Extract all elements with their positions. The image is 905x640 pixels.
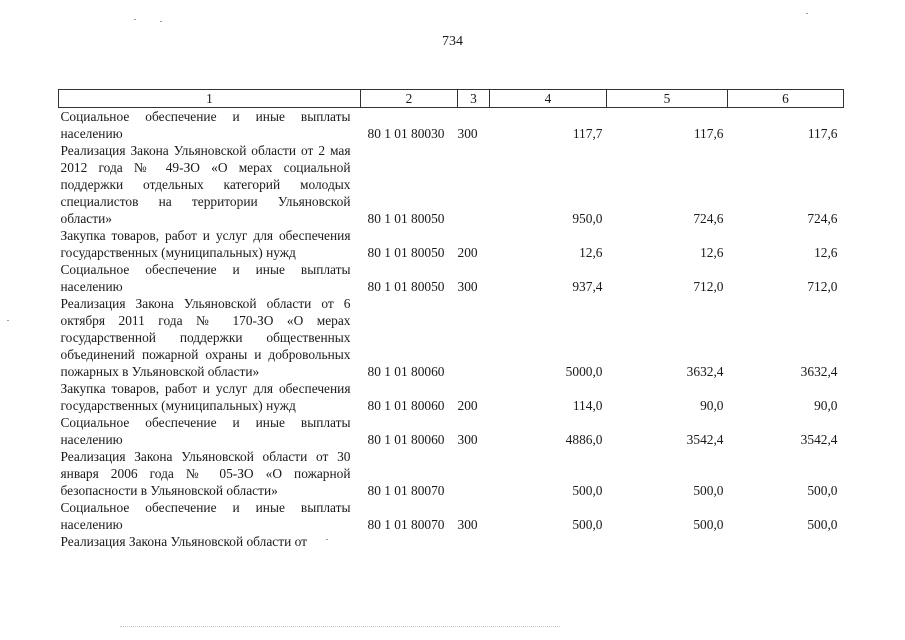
row-value-4: 4886,0 bbox=[565, 432, 603, 447]
row-code: 80 1 01 80060 bbox=[367, 398, 445, 413]
row-value-4: 117,7 bbox=[572, 126, 603, 141]
row-value-4: 500,0 bbox=[572, 483, 603, 498]
row-value-4: 114,0 bbox=[572, 398, 603, 413]
row-name: Реализация Закона Ульяновской области от 2 мая 2012 года № 49-ЗО «О мерах социальной поддержки отдельных категорий молодых специалистов на территории Ульяновской области» bbox=[60, 143, 351, 226]
row-code: 80 1 01 80050 bbox=[367, 211, 445, 226]
row-type bbox=[458, 295, 490, 380]
row-type: 200 bbox=[457, 398, 478, 413]
page-number: 734 bbox=[442, 34, 463, 49]
column-header-5: 5 bbox=[607, 90, 728, 108]
row-name: Реализация Закона Ульяновской области от 6 октября 2011 года № 170-ЗО «О мерах государственной поддержки общественных объединений пожарной охраны и добровольных пожарных в Ульяновской области» bbox=[60, 296, 351, 379]
row-type: 200 bbox=[457, 245, 478, 260]
table-row bbox=[59, 499, 844, 533]
row-value-6: 90,0 bbox=[814, 398, 838, 413]
table-row bbox=[59, 295, 844, 380]
row-value-5: 90,0 bbox=[700, 398, 724, 413]
row-type: 300 bbox=[457, 279, 478, 294]
row-code: 80 1 01 80070 bbox=[367, 483, 445, 498]
row-value-6: 500,0 bbox=[807, 517, 838, 532]
row-code: 80 1 01 80050 bbox=[367, 245, 445, 260]
table-row bbox=[59, 448, 844, 499]
table-row bbox=[59, 533, 844, 550]
row-value-6: 12,6 bbox=[814, 245, 838, 260]
row-name: Реализация Закона Ульяновской области от 30 января 2006 года № 05-ЗО «О пожарной безопасности в Ульяновской области» bbox=[60, 449, 351, 498]
row-value-4: 12,6 bbox=[579, 245, 603, 260]
row-value-6: 724,6 bbox=[807, 211, 838, 226]
row-value-5: 500,0 bbox=[693, 483, 724, 498]
row-value-5: 3542,4 bbox=[686, 432, 724, 447]
row-value-6: 3632,4 bbox=[800, 364, 838, 379]
row-type: 300 bbox=[457, 517, 478, 532]
row-code: 80 1 01 80060 bbox=[367, 432, 445, 447]
scan-artifact bbox=[120, 626, 560, 628]
row-name: Социальное обеспечение и иные выплаты населению bbox=[60, 500, 351, 532]
scan-speck bbox=[134, 19, 136, 20]
table-row bbox=[59, 227, 844, 261]
row-value-4: 950,0 bbox=[572, 211, 603, 226]
row-value-5: 724,6 bbox=[693, 211, 724, 226]
row-type bbox=[458, 142, 490, 227]
table-row bbox=[59, 108, 844, 143]
row-value-4: 5000,0 bbox=[565, 364, 603, 379]
row-code: 80 1 01 80030 bbox=[367, 126, 445, 141]
row-code: 80 1 01 80060 bbox=[367, 364, 445, 379]
scan-speck bbox=[326, 539, 328, 540]
row-value-5: 500,0 bbox=[693, 517, 724, 532]
column-header-3: 3 bbox=[458, 90, 490, 108]
row-type: 300 bbox=[457, 432, 478, 447]
row-name: Закупка товаров, работ и услуг для обеспечения государственных (муниципальных) нужд bbox=[60, 228, 351, 260]
row-value-4: 937,4 bbox=[572, 279, 603, 294]
row-value-5: 3632,4 bbox=[686, 364, 724, 379]
row-value-6: 117,6 bbox=[807, 126, 838, 141]
row-value-6 bbox=[728, 533, 844, 550]
row-name: Социальное обеспечение и иные выплаты населению bbox=[60, 262, 351, 294]
row-type bbox=[458, 533, 490, 550]
column-header-6: 6 bbox=[728, 90, 844, 108]
row-code bbox=[361, 533, 458, 550]
row-value-5: 117,6 bbox=[693, 126, 724, 141]
scan-speck bbox=[806, 13, 808, 14]
row-name: Реализация Закона Ульяновской области от bbox=[60, 534, 307, 549]
row-type bbox=[458, 448, 490, 499]
row-value-6: 500,0 bbox=[807, 483, 838, 498]
row-value-4: 500,0 bbox=[572, 517, 603, 532]
column-header-4: 4 bbox=[490, 90, 607, 108]
table-row bbox=[59, 380, 844, 414]
table-row bbox=[59, 142, 844, 227]
scan-speck bbox=[7, 320, 9, 321]
row-value-5 bbox=[607, 533, 728, 550]
row-name: Социальное обеспечение и иные выплаты населению bbox=[60, 415, 351, 447]
row-value-5: 712,0 bbox=[693, 279, 724, 294]
row-name: Социальное обеспечение и иные выплаты населению bbox=[60, 109, 351, 141]
row-name: Закупка товаров, работ и услуг для обеспечения государственных (муниципальных) нужд bbox=[60, 381, 351, 413]
row-value-4 bbox=[490, 533, 607, 550]
column-header-2: 2 bbox=[361, 90, 458, 108]
budget-table bbox=[58, 89, 844, 550]
scan-speck bbox=[160, 21, 162, 22]
row-value-6: 3542,4 bbox=[800, 432, 838, 447]
table-row bbox=[59, 261, 844, 295]
row-value-5: 12,6 bbox=[700, 245, 724, 260]
table-row bbox=[59, 414, 844, 448]
row-value-6: 712,0 bbox=[807, 279, 838, 294]
header-row bbox=[59, 90, 844, 108]
column-header-1: 1 bbox=[59, 90, 361, 108]
row-type: 300 bbox=[457, 126, 478, 141]
row-code: 80 1 01 80050 bbox=[367, 279, 445, 294]
row-code: 80 1 01 80070 bbox=[367, 517, 445, 532]
